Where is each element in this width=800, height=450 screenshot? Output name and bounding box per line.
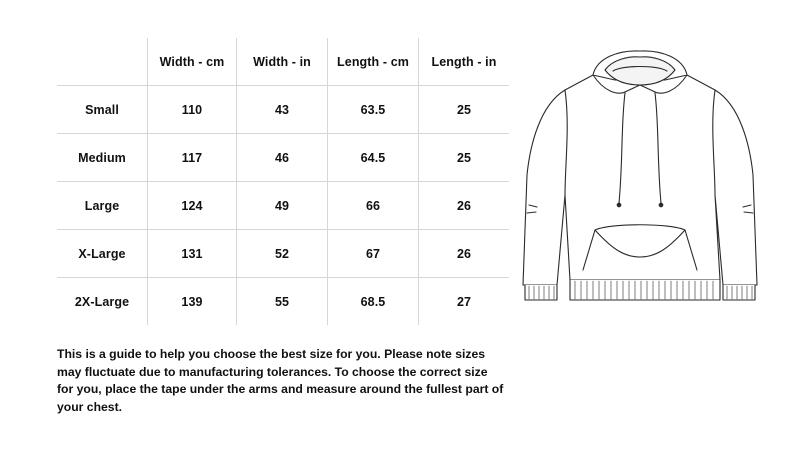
table-row [57, 134, 509, 182]
length-cm-cell: 68.5 [328, 278, 419, 326]
size-label: 2X-Large [57, 278, 148, 326]
width-in-cell: 43 [237, 86, 328, 134]
sizing-note: This is a guide to help you choose the best size for you. Please note sizes may fluctuate due to manufacturing tolerances. To choose the correct size for you, place the tape under the arms and measure around the fullest part of your chest. [57, 347, 504, 414]
length-in-cell: 27 [419, 278, 510, 326]
width-cm-cell: 139 [148, 278, 237, 326]
header-cell-length-cm: Length - cm [328, 38, 419, 86]
width-cm-cell: 117 [148, 134, 237, 182]
length-in-cell: 25 [419, 134, 510, 182]
header-cell-width-cm: Width - cm [148, 38, 237, 86]
header-cell-size [57, 38, 148, 86]
table-row [57, 182, 509, 230]
size-label: Small [57, 86, 148, 134]
width-cm-cell: 131 [148, 230, 237, 278]
length-cm-cell: 67 [328, 230, 419, 278]
length-cm-cell: 63.5 [328, 86, 419, 134]
size-label: Large [57, 182, 148, 230]
width-in-cell: 49 [237, 182, 328, 230]
size-label: X-Large [57, 230, 148, 278]
length-in-cell: 26 [419, 182, 510, 230]
length-in-cell: 26 [419, 230, 510, 278]
table-header-row [57, 38, 509, 86]
length-cm-cell: 64.5 [328, 134, 419, 182]
width-cm-cell: 124 [148, 182, 237, 230]
header-cell-length-in: Length - in [419, 38, 510, 86]
width-in-cell: 52 [237, 230, 328, 278]
header-cell-width-in: Width - in [237, 38, 328, 86]
size-chart-table [57, 38, 509, 325]
table-row [57, 278, 509, 326]
hoodie-icon [515, 45, 765, 310]
width-in-cell: 55 [237, 278, 328, 326]
width-cm-cell: 110 [148, 86, 237, 134]
table-row [57, 230, 509, 278]
width-in-cell: 46 [237, 134, 328, 182]
table-row [57, 86, 509, 134]
size-label: Medium [57, 134, 148, 182]
length-cm-cell: 66 [328, 182, 419, 230]
length-in-cell: 25 [419, 86, 510, 134]
